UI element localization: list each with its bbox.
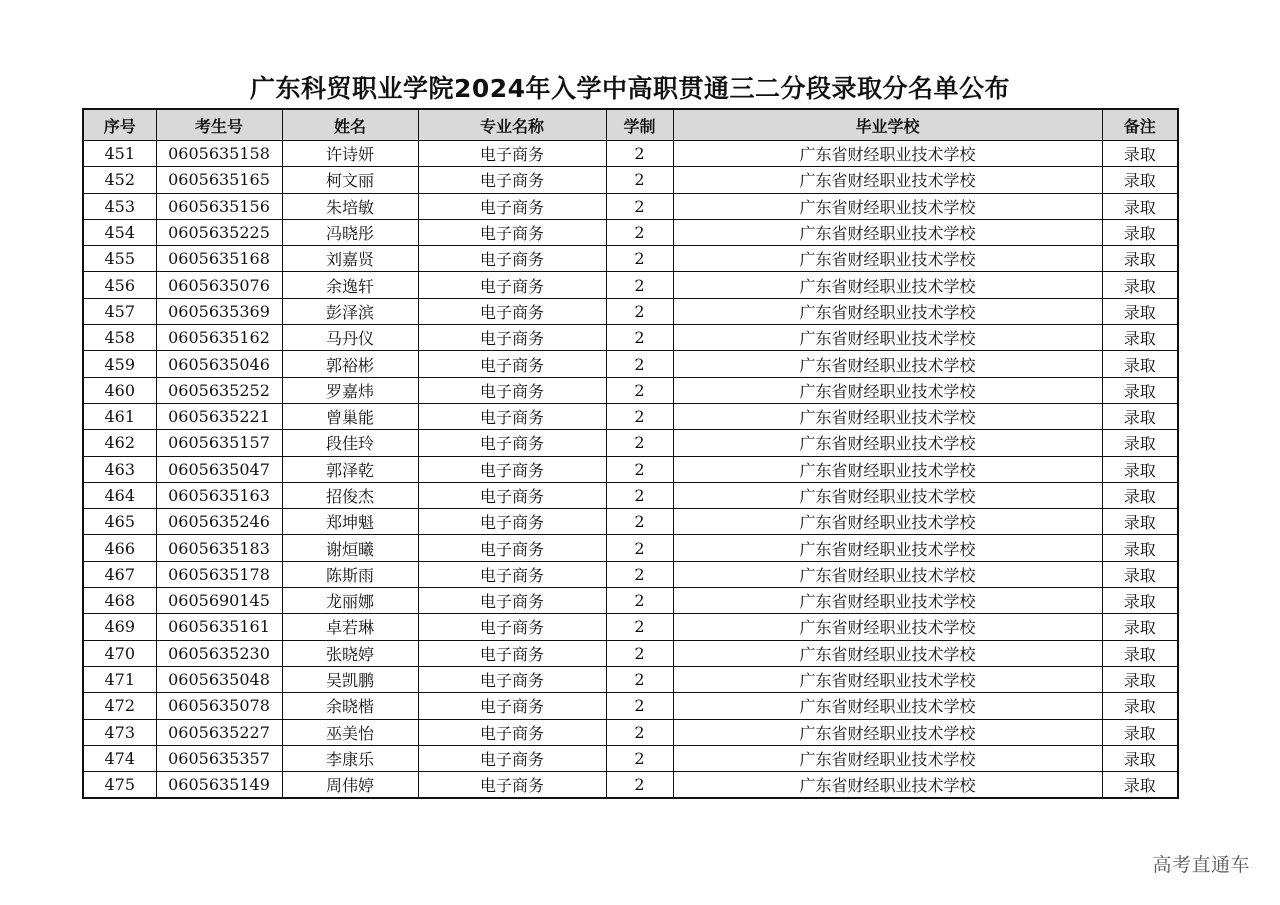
cell-remark: 录取 bbox=[1102, 614, 1178, 640]
cell-index: 471 bbox=[83, 666, 156, 692]
cell-index: 473 bbox=[83, 719, 156, 745]
cell-index: 458 bbox=[83, 325, 156, 351]
cell-exam-id: 0605635230 bbox=[156, 640, 282, 666]
cell-major: 电子商务 bbox=[418, 141, 606, 167]
cell-name: 陈斯雨 bbox=[282, 561, 418, 587]
cell-name: 龙丽娜 bbox=[282, 588, 418, 614]
cell-school: 广东省财经职业技术学校 bbox=[673, 772, 1102, 799]
cell-major: 电子商务 bbox=[418, 482, 606, 508]
column-header-school: 毕业学校 bbox=[673, 109, 1102, 141]
cell-name: 张晓婷 bbox=[282, 640, 418, 666]
cell-school: 广东省财经职业技术学校 bbox=[673, 693, 1102, 719]
cell-major: 电子商务 bbox=[418, 298, 606, 324]
cell-remark: 录取 bbox=[1102, 298, 1178, 324]
cell-exam-id: 0605635221 bbox=[156, 403, 282, 429]
cell-duration: 2 bbox=[606, 772, 673, 799]
cell-remark: 录取 bbox=[1102, 219, 1178, 245]
cell-exam-id: 0605635183 bbox=[156, 535, 282, 561]
cell-index: 459 bbox=[83, 351, 156, 377]
cell-exam-id: 0605635246 bbox=[156, 509, 282, 535]
cell-major: 电子商务 bbox=[418, 693, 606, 719]
cell-duration: 2 bbox=[606, 193, 673, 219]
cell-remark: 录取 bbox=[1102, 141, 1178, 167]
cell-duration: 2 bbox=[606, 640, 673, 666]
cell-duration: 2 bbox=[606, 509, 673, 535]
cell-name: 余逸轩 bbox=[282, 272, 418, 298]
cell-name: 郭裕彬 bbox=[282, 351, 418, 377]
cell-remark: 录取 bbox=[1102, 561, 1178, 587]
cell-major: 电子商务 bbox=[418, 614, 606, 640]
cell-school: 广东省财经职业技术学校 bbox=[673, 325, 1102, 351]
cell-remark: 录取 bbox=[1102, 193, 1178, 219]
table-row bbox=[83, 614, 1178, 640]
cell-remark: 录取 bbox=[1102, 640, 1178, 666]
cell-school: 广东省财经职业技术学校 bbox=[673, 272, 1102, 298]
document-title: 广东科贸职业学院2024年入学中高职贯通三二分段录取分名单公布 bbox=[249, 74, 1011, 103]
cell-exam-id: 0605635163 bbox=[156, 482, 282, 508]
cell-name: 郑坤魁 bbox=[282, 509, 418, 535]
column-header-name: 姓名 bbox=[282, 109, 418, 141]
cell-major: 电子商务 bbox=[418, 403, 606, 429]
cell-school: 广东省财经职业技术学校 bbox=[673, 719, 1102, 745]
cell-index: 463 bbox=[83, 456, 156, 482]
cell-index: 466 bbox=[83, 535, 156, 561]
cell-major: 电子商务 bbox=[418, 219, 606, 245]
cell-duration: 2 bbox=[606, 351, 673, 377]
cell-index: 472 bbox=[83, 693, 156, 719]
cell-name: 招俊杰 bbox=[282, 482, 418, 508]
cell-remark: 录取 bbox=[1102, 456, 1178, 482]
cell-exam-id: 0605635165 bbox=[156, 167, 282, 193]
table-body bbox=[83, 141, 1178, 799]
cell-school: 广东省财经职业技术学校 bbox=[673, 430, 1102, 456]
cell-index: 454 bbox=[83, 219, 156, 245]
cell-index: 465 bbox=[83, 509, 156, 535]
cell-remark: 录取 bbox=[1102, 745, 1178, 771]
cell-duration: 2 bbox=[606, 219, 673, 245]
cell-major: 电子商务 bbox=[418, 588, 606, 614]
cell-remark: 录取 bbox=[1102, 272, 1178, 298]
cell-school: 广东省财经职业技术学校 bbox=[673, 193, 1102, 219]
cell-exam-id: 0605635156 bbox=[156, 193, 282, 219]
cell-name: 刘嘉贤 bbox=[282, 246, 418, 272]
cell-exam-id: 0605635369 bbox=[156, 298, 282, 324]
cell-exam-id: 0605635157 bbox=[156, 430, 282, 456]
cell-school: 广东省财经职业技术学校 bbox=[673, 666, 1102, 692]
cell-name: 谢烜曦 bbox=[282, 535, 418, 561]
column-header-remark: 备注 bbox=[1102, 109, 1178, 141]
cell-index: 455 bbox=[83, 246, 156, 272]
table-header-row bbox=[83, 109, 1178, 141]
table-row bbox=[83, 535, 1178, 561]
table-row bbox=[83, 482, 1178, 508]
table-row bbox=[83, 772, 1178, 799]
table-row bbox=[83, 456, 1178, 482]
cell-name: 许诗妍 bbox=[282, 141, 418, 167]
cell-remark: 录取 bbox=[1102, 246, 1178, 272]
cell-index: 460 bbox=[83, 377, 156, 403]
cell-exam-id: 0605635357 bbox=[156, 745, 282, 771]
cell-duration: 2 bbox=[606, 693, 673, 719]
admission-table bbox=[82, 108, 1179, 799]
cell-duration: 2 bbox=[606, 377, 673, 403]
cell-exam-id: 0605635227 bbox=[156, 719, 282, 745]
cell-major: 电子商务 bbox=[418, 193, 606, 219]
cell-remark: 录取 bbox=[1102, 430, 1178, 456]
cell-duration: 2 bbox=[606, 167, 673, 193]
cell-remark: 录取 bbox=[1102, 482, 1178, 508]
cell-major: 电子商务 bbox=[418, 666, 606, 692]
table-row bbox=[83, 167, 1178, 193]
cell-duration: 2 bbox=[606, 588, 673, 614]
cell-exam-id: 0605635225 bbox=[156, 219, 282, 245]
cell-name: 郭泽乾 bbox=[282, 456, 418, 482]
cell-exam-id: 0605635149 bbox=[156, 772, 282, 799]
cell-index: 462 bbox=[83, 430, 156, 456]
cell-major: 电子商务 bbox=[418, 246, 606, 272]
table-row bbox=[83, 561, 1178, 587]
cell-name: 余晓楷 bbox=[282, 693, 418, 719]
cell-exam-id: 0605635047 bbox=[156, 456, 282, 482]
cell-school: 广东省财经职业技术学校 bbox=[673, 482, 1102, 508]
cell-school: 广东省财经职业技术学校 bbox=[673, 614, 1102, 640]
cell-exam-id: 0605635252 bbox=[156, 377, 282, 403]
cell-index: 451 bbox=[83, 141, 156, 167]
cell-name: 朱培敏 bbox=[282, 193, 418, 219]
cell-duration: 2 bbox=[606, 614, 673, 640]
cell-index: 456 bbox=[83, 272, 156, 298]
cell-name: 冯晓彤 bbox=[282, 219, 418, 245]
cell-major: 电子商务 bbox=[418, 325, 606, 351]
cell-duration: 2 bbox=[606, 456, 673, 482]
cell-remark: 录取 bbox=[1102, 351, 1178, 377]
cell-index: 452 bbox=[83, 167, 156, 193]
cell-name: 彭泽滨 bbox=[282, 298, 418, 324]
cell-duration: 2 bbox=[606, 403, 673, 429]
cell-major: 电子商务 bbox=[418, 640, 606, 666]
cell-index: 468 bbox=[83, 588, 156, 614]
cell-remark: 录取 bbox=[1102, 403, 1178, 429]
table-row bbox=[83, 272, 1178, 298]
cell-major: 电子商务 bbox=[418, 377, 606, 403]
cell-major: 电子商务 bbox=[418, 561, 606, 587]
cell-major: 电子商务 bbox=[418, 430, 606, 456]
cell-duration: 2 bbox=[606, 535, 673, 561]
cell-major: 电子商务 bbox=[418, 167, 606, 193]
cell-remark: 录取 bbox=[1102, 509, 1178, 535]
cell-exam-id: 0605635168 bbox=[156, 246, 282, 272]
table-row bbox=[83, 377, 1178, 403]
cell-duration: 2 bbox=[606, 272, 673, 298]
cell-school: 广东省财经职业技术学校 bbox=[673, 561, 1102, 587]
table-row bbox=[83, 509, 1178, 535]
cell-remark: 录取 bbox=[1102, 588, 1178, 614]
cell-name: 柯文丽 bbox=[282, 167, 418, 193]
cell-index: 467 bbox=[83, 561, 156, 587]
cell-major: 电子商务 bbox=[418, 745, 606, 771]
table-row bbox=[83, 666, 1178, 692]
cell-index: 475 bbox=[83, 772, 156, 799]
cell-remark: 录取 bbox=[1102, 666, 1178, 692]
cell-index: 461 bbox=[83, 403, 156, 429]
cell-exam-id: 0605635161 bbox=[156, 614, 282, 640]
cell-major: 电子商务 bbox=[418, 272, 606, 298]
cell-major: 电子商务 bbox=[418, 456, 606, 482]
table-row bbox=[83, 693, 1178, 719]
cell-index: 464 bbox=[83, 482, 156, 508]
cell-index: 453 bbox=[83, 193, 156, 219]
cell-duration: 2 bbox=[606, 246, 673, 272]
cell-school: 广东省财经职业技术学校 bbox=[673, 509, 1102, 535]
cell-remark: 录取 bbox=[1102, 535, 1178, 561]
cell-name: 卓若琳 bbox=[282, 614, 418, 640]
cell-major: 电子商务 bbox=[418, 509, 606, 535]
cell-index: 474 bbox=[83, 745, 156, 771]
cell-school: 广东省财经职业技术学校 bbox=[673, 403, 1102, 429]
cell-exam-id: 0605635178 bbox=[156, 561, 282, 587]
cell-remark: 录取 bbox=[1102, 772, 1178, 799]
table-row bbox=[83, 640, 1178, 666]
cell-remark: 录取 bbox=[1102, 167, 1178, 193]
cell-name: 罗嘉炜 bbox=[282, 377, 418, 403]
cell-major: 电子商务 bbox=[418, 535, 606, 561]
column-header-index: 序号 bbox=[83, 109, 156, 141]
watermark: 高考直通车 bbox=[1152, 854, 1250, 876]
cell-index: 457 bbox=[83, 298, 156, 324]
cell-school: 广东省财经职业技术学校 bbox=[673, 745, 1102, 771]
cell-exam-id: 0605635076 bbox=[156, 272, 282, 298]
cell-duration: 2 bbox=[606, 482, 673, 508]
cell-school: 广东省财经职业技术学校 bbox=[673, 640, 1102, 666]
cell-duration: 2 bbox=[606, 666, 673, 692]
cell-duration: 2 bbox=[606, 561, 673, 587]
cell-school: 广东省财经职业技术学校 bbox=[673, 456, 1102, 482]
table-row bbox=[83, 351, 1178, 377]
cell-school: 广东省财经职业技术学校 bbox=[673, 351, 1102, 377]
cell-exam-id: 0605635158 bbox=[156, 141, 282, 167]
cell-exam-id: 0605635162 bbox=[156, 325, 282, 351]
cell-duration: 2 bbox=[606, 719, 673, 745]
cell-name: 曾巢能 bbox=[282, 403, 418, 429]
cell-name: 巫美怡 bbox=[282, 719, 418, 745]
table-row bbox=[83, 430, 1178, 456]
cell-duration: 2 bbox=[606, 141, 673, 167]
cell-name: 马丹仪 bbox=[282, 325, 418, 351]
cell-exam-id: 0605635048 bbox=[156, 666, 282, 692]
cell-school: 广东省财经职业技术学校 bbox=[673, 298, 1102, 324]
cell-major: 电子商务 bbox=[418, 772, 606, 799]
table-row bbox=[83, 298, 1178, 324]
cell-name: 段佳玲 bbox=[282, 430, 418, 456]
cell-index: 470 bbox=[83, 640, 156, 666]
table-row bbox=[83, 246, 1178, 272]
table-row bbox=[83, 588, 1178, 614]
table-row bbox=[83, 719, 1178, 745]
cell-exam-id: 0605635046 bbox=[156, 351, 282, 377]
table-row bbox=[83, 325, 1178, 351]
cell-name: 周伟婷 bbox=[282, 772, 418, 799]
cell-duration: 2 bbox=[606, 745, 673, 771]
cell-major: 电子商务 bbox=[418, 719, 606, 745]
cell-exam-id: 0605690145 bbox=[156, 588, 282, 614]
cell-school: 广东省财经职业技术学校 bbox=[673, 377, 1102, 403]
cell-major: 电子商务 bbox=[418, 351, 606, 377]
cell-remark: 录取 bbox=[1102, 693, 1178, 719]
column-header-duration: 学制 bbox=[606, 109, 673, 141]
cell-index: 469 bbox=[83, 614, 156, 640]
table-row bbox=[83, 745, 1178, 771]
cell-duration: 2 bbox=[606, 298, 673, 324]
column-header-exam-id: 考生号 bbox=[156, 109, 282, 141]
column-header-major: 专业名称 bbox=[418, 109, 606, 141]
cell-duration: 2 bbox=[606, 325, 673, 351]
cell-duration: 2 bbox=[606, 430, 673, 456]
cell-school: 广东省财经职业技术学校 bbox=[673, 141, 1102, 167]
cell-school: 广东省财经职业技术学校 bbox=[673, 246, 1102, 272]
table-row bbox=[83, 193, 1178, 219]
cell-school: 广东省财经职业技术学校 bbox=[673, 219, 1102, 245]
cell-school: 广东省财经职业技术学校 bbox=[673, 167, 1102, 193]
table-row bbox=[83, 403, 1178, 429]
cell-exam-id: 0605635078 bbox=[156, 693, 282, 719]
cell-name: 吴凯鹏 bbox=[282, 666, 418, 692]
table-row bbox=[83, 141, 1178, 167]
cell-remark: 录取 bbox=[1102, 719, 1178, 745]
cell-remark: 录取 bbox=[1102, 377, 1178, 403]
table-row bbox=[83, 219, 1178, 245]
cell-name: 李康乐 bbox=[282, 745, 418, 771]
cell-school: 广东省财经职业技术学校 bbox=[673, 588, 1102, 614]
cell-remark: 录取 bbox=[1102, 325, 1178, 351]
cell-school: 广东省财经职业技术学校 bbox=[673, 535, 1102, 561]
